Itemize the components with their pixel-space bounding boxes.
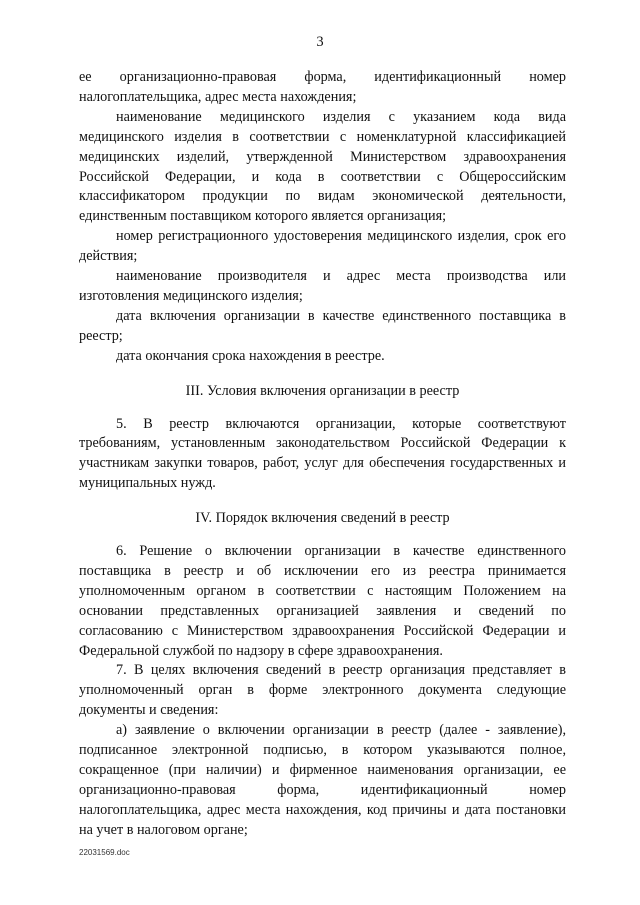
document-body <box>79 68 566 841</box>
paragraph: номер регистрационного удостоверения медицинского изделия, срок его действия; <box>79 228 566 265</box>
paragraph: наименование медицинского изделия с указанием кода вида медицинского изделия в соответствии с номенклатурной классификацией медицинских изделий, утвержденной Министерством здравоохранения Российской Федерации, и кода в соответствии с Общероссийским классификатором продукции по видам экономической деятельности, единственным поставщиком которого является организация; <box>79 108 566 225</box>
file-name-footer: 22031569.doc <box>79 848 130 857</box>
paragraph: дата окончания срока нахождения в реестре. <box>116 347 385 364</box>
paragraph: 7. В целях включения сведений в реестр организация представляет в уполномоченный орган в форме электронного документа следующие документы и сведения: <box>79 662 566 719</box>
paragraph: 5. В реестр включаются организации, которые соответствуют требованиям, установленным законодательством Российской Федерации к участникам закупки товаров, работ, услуг для обеспечения государственных и муниципальных нужд. <box>79 415 566 492</box>
paragraph: ее организационно-правовая форма, идентификационный номер налогоплательщика, адрес места нахождения; <box>79 69 566 105</box>
paragraph: а) заявление о включении организации в реестр (далее - заявление), подписанное электронной подписью, в котором указываются полное, сокращенное (при наличии) и фирменное наименования организации, ее организационно-правовая форма, идентификационный номер налогоплательщика, адрес места нахождения, код причины и дата постановки на учет в налоговом органе; <box>79 722 566 838</box>
paragraph: 6. Решение о включении организации в качестве единственного поставщика в реестр и об исключении его из реестра принимается уполномоченным органом в соответствии с настоящим Положением на основании представленных организацией заявления и сведений по согласованию с Министерством здравоохранения Российской Федерации и Федеральной службой по надзору в сфере здравоохранения. <box>79 543 566 659</box>
section-heading: IV. Порядок включения сведений в реестр <box>195 510 450 527</box>
paragraph: наименование производителя и адрес места производства или изготовления медицинского изделия; <box>79 268 566 304</box>
page-number: 3 <box>316 34 324 50</box>
section-heading: III. Условия включения организации в реестр <box>185 382 460 399</box>
paragraph: дата включения организации в качестве единственного поставщика в реестр; <box>79 307 566 344</box>
